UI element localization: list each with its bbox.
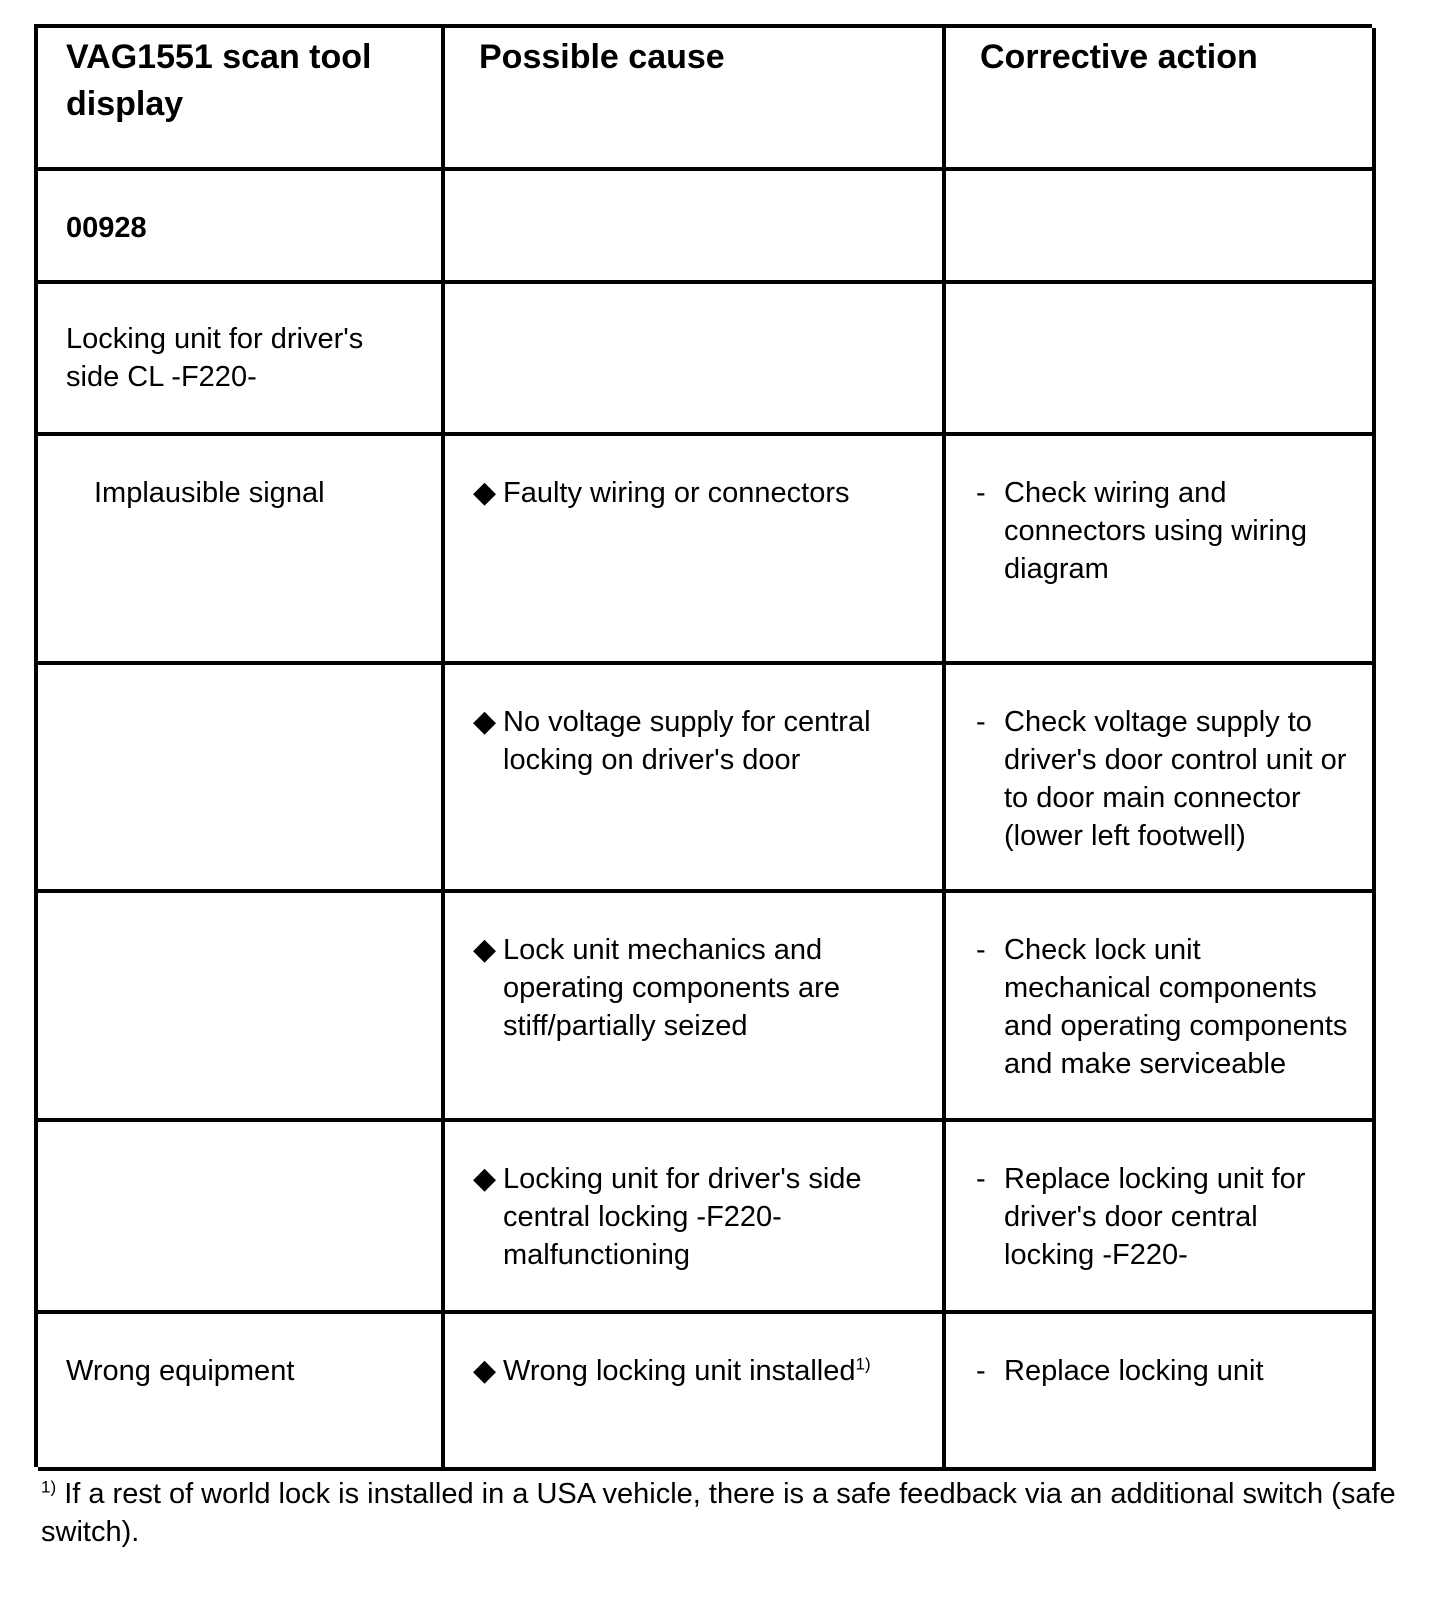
dash-marker: - — [976, 934, 986, 966]
footnote-marker: 1) — [41, 1477, 57, 1497]
cause-cell — [445, 893, 946, 1122]
cause-text: Lock unit mechanics and operating components are stiff/partially seized — [503, 934, 840, 1042]
footnote-text: If a rest of world lock is installed in a USA vehicle, there is a safe feedback via an additional switch (safe switch). — [41, 1478, 1396, 1548]
symptom-cell: Wrong equipment — [38, 1314, 445, 1471]
dash-marker: - — [976, 1163, 986, 1195]
action-text: Replace locking unit for driver's door central locking -F220- — [1004, 1163, 1306, 1271]
bullet-icon: ◆ — [473, 1162, 497, 1195]
cause-cell — [445, 1314, 946, 1471]
header-cause: Possible cause — [445, 28, 946, 171]
action-cell — [946, 436, 1376, 665]
action-cell — [946, 1122, 1376, 1314]
action-cell — [946, 665, 1376, 893]
empty-cell — [946, 284, 1376, 436]
cause-cell — [445, 1122, 946, 1314]
header-action: Corrective action — [946, 28, 1376, 171]
dash-marker: - — [976, 706, 986, 738]
cause-text: Locking unit for driver's side central locking -F220- malfunctioning — [503, 1163, 862, 1271]
cause-cell — [445, 436, 946, 665]
symptom-cell — [38, 893, 445, 1122]
fault-table — [34, 24, 1372, 1467]
empty-cell — [445, 284, 946, 436]
action-cell — [946, 1314, 1376, 1471]
bullet-icon: ◆ — [473, 476, 497, 509]
action-text: Replace locking unit — [1004, 1355, 1264, 1387]
action-text: Check lock unit mechanical components and operating components and make serviceable — [1004, 934, 1348, 1080]
fault-code: 00928 — [38, 171, 445, 284]
empty-cell — [445, 171, 946, 284]
action-cell — [946, 893, 1376, 1122]
action-text: Check voltage supply to driver's door control unit or to door main connector (lower left footwell) — [1004, 706, 1347, 852]
dash-marker: - — [976, 477, 986, 509]
cause-text: Wrong locking unit installed — [503, 1355, 856, 1387]
footnote-ref: 1) — [855, 1354, 871, 1374]
symptom-cell — [38, 665, 445, 893]
symptom-cell: Implausible signal — [38, 436, 445, 665]
footnote — [41, 1475, 1401, 1551]
header-display: VAG1551 scan tool display — [38, 28, 445, 171]
cause-cell — [445, 665, 946, 893]
bullet-icon: ◆ — [473, 933, 497, 966]
symptom-cell — [38, 1122, 445, 1314]
cause-text: No voltage supply for central locking on driver's door — [503, 706, 871, 776]
empty-cell — [946, 171, 1376, 284]
bullet-icon: ◆ — [473, 705, 497, 738]
bullet-icon: ◆ — [473, 1354, 497, 1387]
cause-text: Faulty wiring or connectors — [503, 477, 850, 509]
dash-marker: - — [976, 1355, 986, 1387]
component-name: Locking unit for driver's side CL -F220- — [38, 284, 445, 436]
action-text: Check wiring and connectors using wiring diagram — [1004, 477, 1308, 585]
